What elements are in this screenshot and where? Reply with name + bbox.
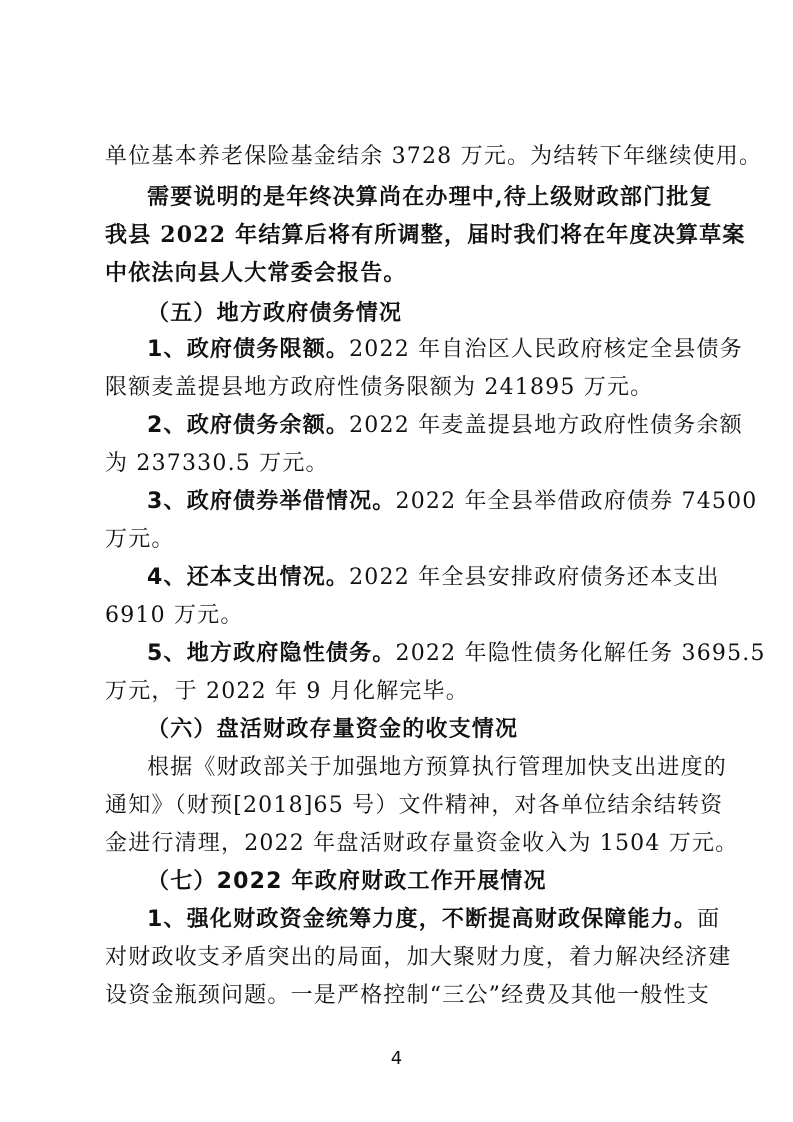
- item-hidden-debt: 5、地方政府隐性债务。2022 年隐性债务化解任务 3695.5: [147, 641, 766, 666]
- text-line: 金进行清理，2022 年盘活财政存量资金收入为 1504 万元。: [105, 831, 739, 856]
- item-repayment: 4、还本支出情况。2022 年全县安排政府债务还本支出: [147, 565, 720, 590]
- text-line: 单位基本养老保险基金结余 3728 万元。为结转下年继续使用。: [105, 144, 763, 169]
- text-line: 万元，于 2022 年 9 月化解完毕。: [105, 679, 469, 704]
- section-heading-6: （六）盘活财政存量资金的收支情况: [147, 717, 519, 742]
- item-debt-balance: 2、政府债务余额。2022 年麦盖提县地方政府性债务余额: [147, 413, 743, 438]
- text-line: 对财政收支矛盾突出的局面，加大聚财力度，着力解决经济建: [105, 945, 732, 970]
- note-text: 中依法向县人大常委会报告。: [105, 260, 407, 286]
- text-line: 6910 万元。: [105, 603, 244, 628]
- note-text: 我县 2022 年结算后将有所调整，届时我们将在年度决算草案: [105, 222, 746, 248]
- page-number: 4: [390, 1048, 403, 1069]
- text-line: 根据《财政部关于加强地方预算执行管理加快支出进度的: [147, 755, 728, 780]
- text-line: 通知》（财预[2018]65 号）文件精神，对各单位结余结转资: [105, 793, 724, 818]
- text-line: 万元。: [105, 527, 175, 552]
- section-heading-7: （七）2022 年政府财政工作开展情况: [147, 869, 547, 894]
- item-debt-limit: 1、政府债务限额。2022 年自治区人民政府核定全县债务: [147, 337, 743, 362]
- section-heading-5: （五）地方政府债务情况: [147, 301, 403, 326]
- item-bond-issuance: 3、政府债券举借情况。2022 年全县举借政府债券 74500: [147, 489, 758, 514]
- note-heading: 需要说明的是年终决算尚在办理中,待上级财政部门批复: [147, 184, 713, 210]
- text-line: 为 237330.5 万元。: [105, 451, 329, 476]
- item-fund-coordination: 1、强化财政资金统筹力度，不断提高财政保障能力。面: [147, 907, 721, 932]
- text-line: 设资金瓶颈问题。一是严格控制“三公”经费及其他一般性支: [105, 983, 710, 1008]
- text-line: 限额麦盖提县地方政府性债务限额为 241895 万元。: [105, 375, 654, 400]
